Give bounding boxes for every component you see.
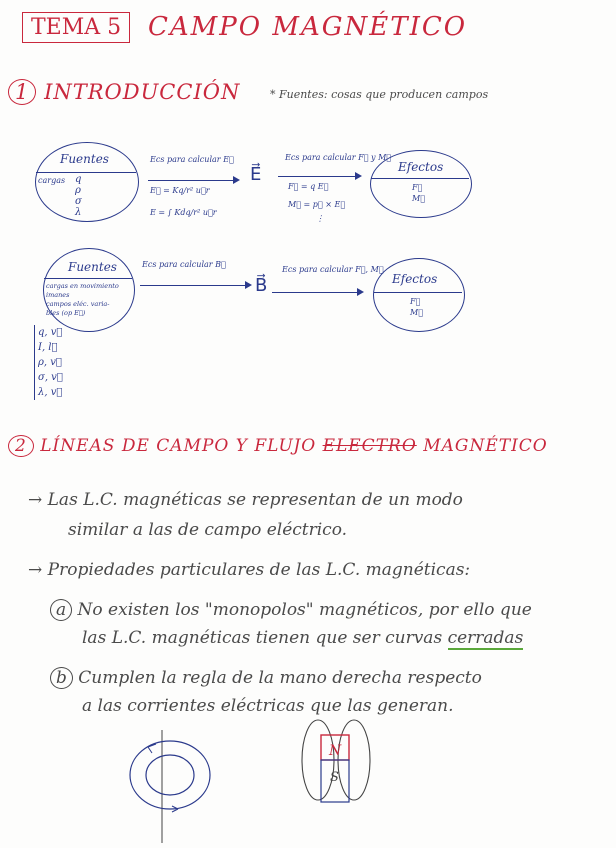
- section2-heading: [8, 436, 548, 456]
- effects-ellipse: [373, 258, 465, 332]
- underlined-word: cerradas: [447, 628, 524, 648]
- arrow: [140, 285, 250, 286]
- magnet-field-lines-drawing: [296, 715, 376, 815]
- arrow: [148, 180, 238, 181]
- section-title-end: MAGNÉTICO: [423, 436, 548, 456]
- eq-label: Ecs para calcular F⃗ y M⃗: [285, 153, 392, 162]
- sources-items: q ρ σ λ: [75, 174, 82, 218]
- magnet-south-label: S: [330, 770, 339, 785]
- sources-title: Fuentes: [68, 260, 117, 274]
- source-list: q, v⃗ I, l⃗ ρ, v⃗ σ, v⃗ λ, v⃗: [34, 325, 63, 400]
- section-number: 1: [8, 79, 36, 105]
- section-title: INTRODUCCIÓN: [44, 80, 241, 104]
- eq-label: Ecs para calcular E⃗: [150, 155, 234, 164]
- arrow: [272, 292, 362, 293]
- section-number: 2: [8, 435, 34, 457]
- item-b: b Cumplen la regla de la mano derecha respecto: [50, 668, 482, 688]
- sources-note: * Fuentes: cosas que producen campos: [270, 88, 489, 101]
- field-symbol: E⃗: [250, 164, 262, 185]
- arrow: [278, 176, 360, 177]
- paragraph-line: a las corrientes eléctricas que las generan.: [82, 696, 454, 716]
- effects-items: F⃗ M⃗: [410, 297, 423, 317]
- section1-heading: [8, 80, 240, 104]
- effects-items: F⃗ M⃗: [412, 183, 425, 203]
- wire-field-lines-drawing: [120, 715, 220, 845]
- item-marker: b: [50, 667, 73, 689]
- eq-label: Ecs para calcular F⃗, M⃗: [282, 265, 384, 274]
- item-a-line2: las L.C. magnéticas tienen que ser curvas cerradas: [82, 628, 524, 648]
- field-symbol: B⃗: [255, 275, 268, 296]
- effects-title: Efectos: [398, 160, 444, 174]
- dots: ⋮: [316, 214, 324, 223]
- equation: E = ∫ Kdq/r² u⃗r: [150, 208, 217, 217]
- equation: E⃗ = Kq/r² u⃗r: [150, 186, 210, 195]
- magnet-north-label: N: [329, 743, 342, 759]
- paragraph-line: → Propiedades particulares de las L.C. magnéticas:: [28, 560, 471, 580]
- equation: F⃗ = q E⃗: [288, 182, 329, 191]
- tema-label: TEMA 5: [22, 12, 130, 43]
- eq-label: Ecs para calcular B⃗: [142, 260, 226, 269]
- section-title: LÍNEAS DE CAMPO Y FLUJO: [40, 436, 317, 456]
- sources-title: Fuentes: [60, 152, 109, 166]
- page-title: CAMPO MAGNÉTICO: [148, 12, 468, 42]
- struck-text: ELECTRO: [322, 436, 417, 456]
- item-marker: a: [50, 599, 72, 621]
- paragraph-line: similar a las de campo eléctrico.: [68, 520, 348, 540]
- paragraph-line: → Las L.C. magnéticas se representan de un modo: [28, 490, 463, 510]
- item-a: a No existen los "monopolos" magnéticos, por ello que: [50, 600, 532, 620]
- effects-title: Efectos: [392, 272, 438, 286]
- sources-label: cargas: [38, 176, 66, 185]
- equation: M⃗ = p⃗ × E⃗: [288, 200, 346, 209]
- sources-lines: cargas en movimiento imanes campos eléc. varia- bles (op E⃗): [46, 282, 119, 317]
